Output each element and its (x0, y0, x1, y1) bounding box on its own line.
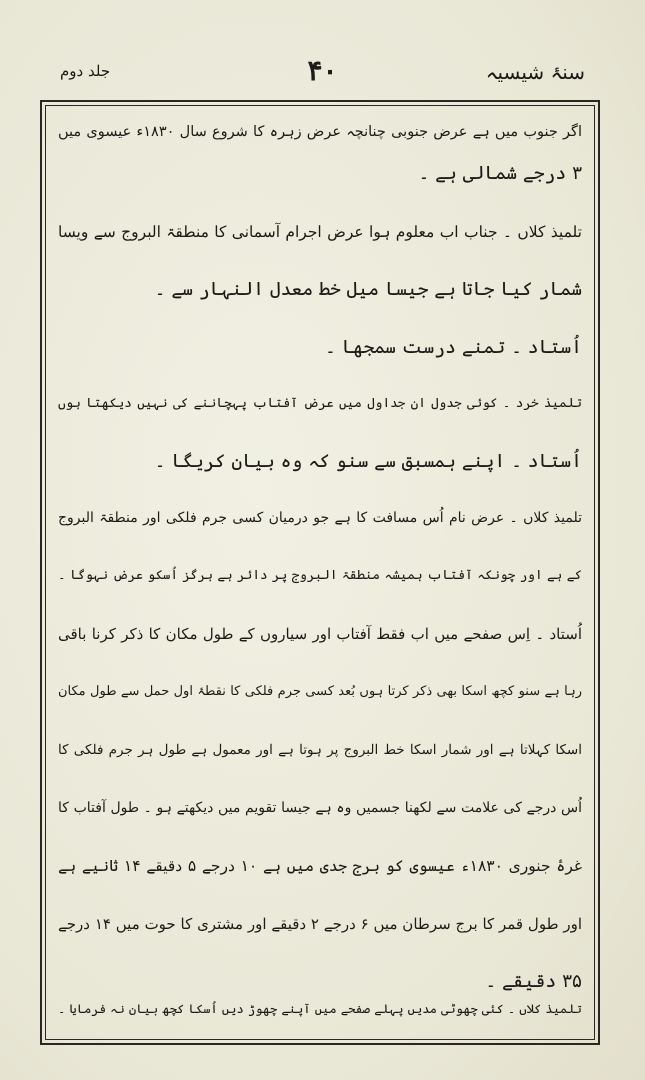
text-line-3: تلمیذ کلاں ۔ جناب اب معلوم ہوا عرض اجرام آسمانی کا منطقۃ البروج سے ویسا (58, 223, 582, 241)
text-line-12: اسکا کہلاتا ہے اور شمار اسکا خط البروج پر ہوتا ہے اور معمول ہے طول ہر جرم فلکی کا (58, 742, 582, 758)
text-line-16: ۳۵ دقیقے ۔ (485, 971, 582, 992)
text-line-10: اُستاد ۔ اِس صفحے میں اب فقط آفتاب اور سیاروں کے طول مکان کا ذکر کرنا باقی (58, 625, 582, 643)
text-line-7: اُستاد ۔ اپنے ہمسبق سے سنو کہ وہ بیان کریگا ۔ (154, 451, 582, 472)
text-line-1: اگر جنوب میں ہے عرض جنوبی چنانچہ عرض زہرہ کا شروع سال ۱۸۳۰ء عیسوی میں (58, 124, 582, 140)
text-line-8: تلمیذ کلاں ۔ عرض نام اُس مسافت کا ہے جو درمیان کسی جرم فلکی اور منطقۃ البروج (58, 510, 582, 526)
page-number: ۴۰ (307, 54, 338, 87)
text-line-15: اور طول قمر کا برج سرطان میں ۶ درجے ۲ دقیقے اور مشتری کا حوت میں ۱۴ درجے (58, 915, 582, 933)
text-line-5: اُستاد ۔ تمنے درست سمجھا ۔ (324, 337, 582, 358)
text-line-14: غرۂ جنوری ۱۸۳۰ء عیسوی کو برج جدی میں ہے ۱۰ درجے ۵ دقیقے ۱۴ ثانیے ہے (58, 857, 582, 875)
text-line-6: تلمیذ خرد ۔ کوئی جدول ان جداول میں عرض آفتاب پہچاننے کی نہیں دیکھتا ہوں (58, 396, 582, 411)
page-header (60, 54, 585, 94)
body-text (58, 118, 582, 1023)
volume-label: جلد دوم (60, 62, 111, 80)
text-line-17: تلمیذ کلاں ۔ کئی چھوٹی مدیں پہلے صفحے میں آپنے چھوڑ دیں اُسکا کچھ بیان نہ فرمایا ۔ (58, 1001, 582, 1016)
text-line-13: اُس درجے کی علامت سے لکھنا جسمیں وہ ہے جیسا تقویم میں دیکھتے ہو ۔ طول آفتاب کا (58, 800, 582, 816)
text-line-9: کے ہے اور چونکہ آفتاب ہمیشہ منطقۃ البروج پر دائر ہے ہرگز اُسکو عرض نہوگا ۔ (58, 568, 582, 583)
text-line-4: شمار کیا جاتا ہے جیسا میل خط معدل النہار سے ۔ (154, 279, 582, 300)
running-title: سنۂ شیسیہ (485, 60, 585, 84)
text-line-11: رہا ہے سنو کچھ اسکا بھی ذکر کرتا ہوں بُعد کسی جرم فلکی کا نقطۂ اول حمل سے طول مکان (58, 684, 582, 699)
text-line-2: ۳ درجے شمالی ہے ۔ (418, 163, 582, 184)
